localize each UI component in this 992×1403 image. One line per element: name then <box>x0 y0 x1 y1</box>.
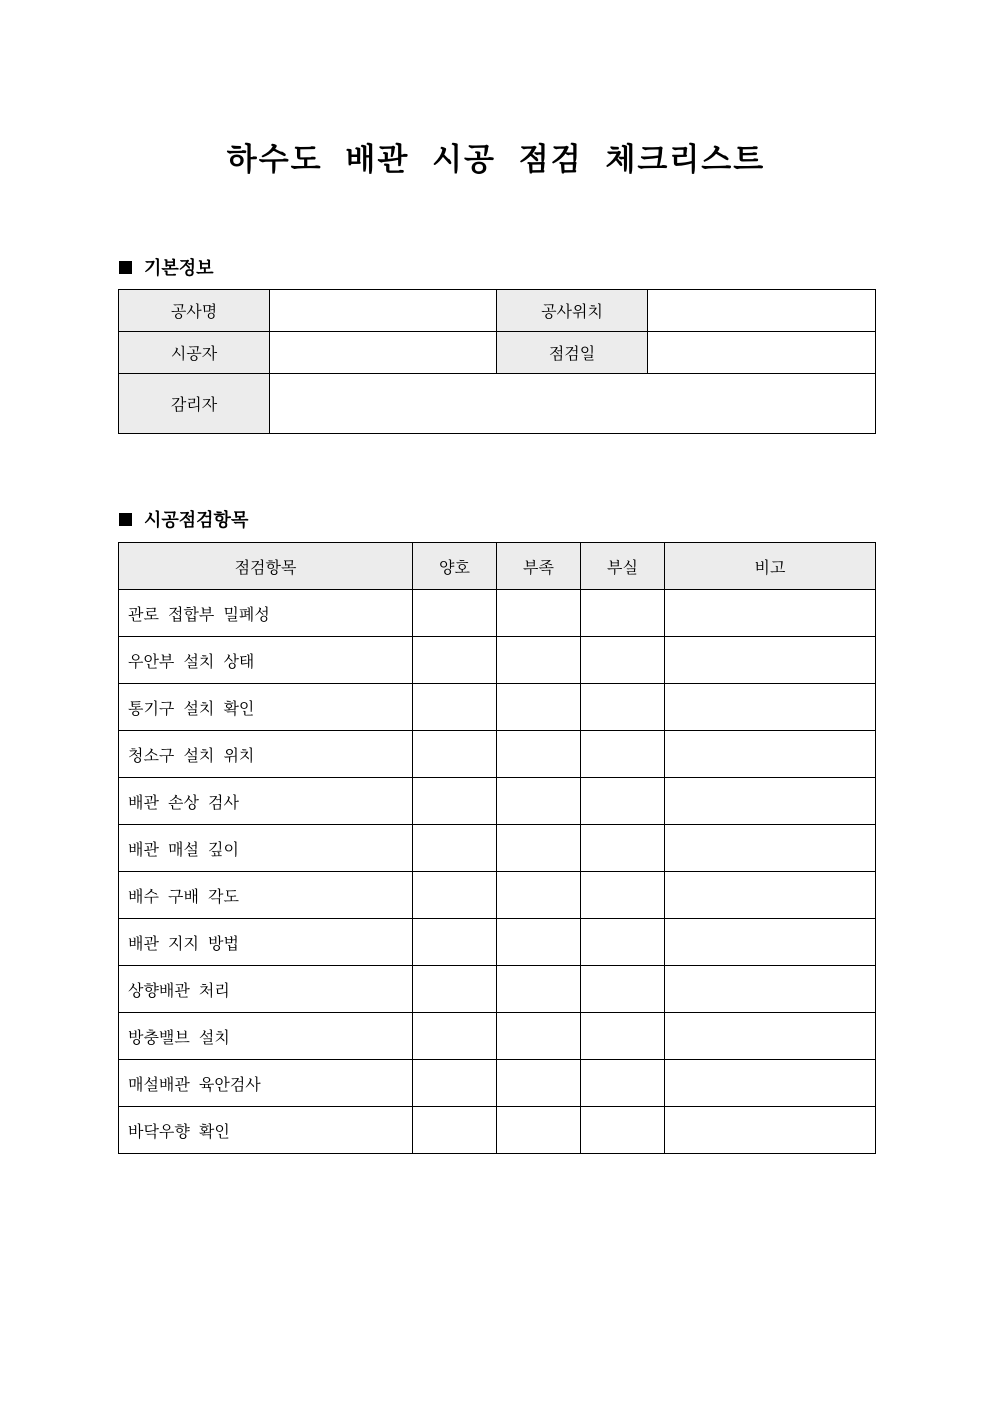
column-header-item: 점검항목 <box>119 543 413 590</box>
info-row <box>119 374 876 434</box>
inspection-date-label: 점검일 <box>497 332 648 374</box>
square-bullet-icon <box>119 261 132 274</box>
remarks-cell[interactable] <box>665 1060 876 1107</box>
checklist-header-row <box>119 543 876 590</box>
good-cell[interactable] <box>413 966 497 1013</box>
remarks-cell[interactable] <box>665 778 876 825</box>
insufficient-cell[interactable] <box>497 590 581 637</box>
poor-cell[interactable] <box>581 1107 665 1154</box>
checklist-heading <box>119 506 248 532</box>
column-header-remarks: 비고 <box>665 543 876 590</box>
checklist-item-label: 배관 지지 방법 <box>119 919 413 966</box>
checklist-item-label: 관로 접합부 밀폐성 <box>119 590 413 637</box>
table-row <box>119 966 876 1013</box>
checklist-item-label: 청소구 설치 위치 <box>119 731 413 778</box>
good-cell[interactable] <box>413 1060 497 1107</box>
checklist-item-label: 상향배관 처리 <box>119 966 413 1013</box>
remarks-cell[interactable] <box>665 966 876 1013</box>
insufficient-cell[interactable] <box>497 825 581 872</box>
poor-cell[interactable] <box>581 731 665 778</box>
insufficient-cell[interactable] <box>497 1107 581 1154</box>
remarks-cell[interactable] <box>665 731 876 778</box>
insufficient-cell[interactable] <box>497 637 581 684</box>
insufficient-cell[interactable] <box>497 872 581 919</box>
poor-cell[interactable] <box>581 778 665 825</box>
column-header-good: 양호 <box>413 543 497 590</box>
insufficient-cell[interactable] <box>497 966 581 1013</box>
good-cell[interactable] <box>413 825 497 872</box>
contractor-field[interactable] <box>270 332 497 374</box>
remarks-cell[interactable] <box>665 637 876 684</box>
table-row <box>119 778 876 825</box>
column-header-poor: 부실 <box>581 543 665 590</box>
good-cell[interactable] <box>413 919 497 966</box>
remarks-cell[interactable] <box>665 825 876 872</box>
poor-cell[interactable] <box>581 919 665 966</box>
info-row <box>119 332 876 374</box>
checklist-item-label: 배관 손상 검사 <box>119 778 413 825</box>
project-name-label: 공사명 <box>119 290 270 332</box>
column-header-insufficient: 부족 <box>497 543 581 590</box>
insufficient-cell[interactable] <box>497 778 581 825</box>
good-cell[interactable] <box>413 778 497 825</box>
checklist-item-label: 매설배관 육안검사 <box>119 1060 413 1107</box>
document-title: 하수도 배관 시공 점검 체크리스트 <box>226 142 766 178</box>
poor-cell[interactable] <box>581 872 665 919</box>
project-location-field[interactable] <box>648 290 876 332</box>
insufficient-cell[interactable] <box>497 1060 581 1107</box>
table-row <box>119 637 876 684</box>
checklist-item-label: 배수 구배 각도 <box>119 872 413 919</box>
good-cell[interactable] <box>413 1107 497 1154</box>
poor-cell[interactable] <box>581 1013 665 1060</box>
poor-cell[interactable] <box>581 590 665 637</box>
poor-cell[interactable] <box>581 825 665 872</box>
insufficient-cell[interactable] <box>497 1013 581 1060</box>
poor-cell[interactable] <box>581 1060 665 1107</box>
table-row <box>119 731 876 778</box>
checklist-item-label: 통기구 설치 확인 <box>119 684 413 731</box>
poor-cell[interactable] <box>581 637 665 684</box>
table-row <box>119 1013 876 1060</box>
square-bullet-icon <box>119 513 132 526</box>
contractor-label: 시공자 <box>119 332 270 374</box>
table-row <box>119 825 876 872</box>
good-cell[interactable] <box>413 590 497 637</box>
poor-cell[interactable] <box>581 966 665 1013</box>
table-row <box>119 1107 876 1154</box>
checklist-item-label: 배관 매설 깊이 <box>119 825 413 872</box>
inspection-date-field[interactable] <box>648 332 876 374</box>
remarks-cell[interactable] <box>665 919 876 966</box>
insufficient-cell[interactable] <box>497 731 581 778</box>
good-cell[interactable] <box>413 637 497 684</box>
checklist-item-label: 우안부 설치 상태 <box>119 637 413 684</box>
poor-cell[interactable] <box>581 684 665 731</box>
good-cell[interactable] <box>413 731 497 778</box>
project-location-label: 공사위치 <box>497 290 648 332</box>
basic-info-table <box>118 289 876 434</box>
remarks-cell[interactable] <box>665 590 876 637</box>
insufficient-cell[interactable] <box>497 684 581 731</box>
insufficient-cell[interactable] <box>497 919 581 966</box>
table-row <box>119 872 876 919</box>
table-row <box>119 590 876 637</box>
remarks-cell[interactable] <box>665 872 876 919</box>
table-row <box>119 1060 876 1107</box>
checklist-item-label: 바닥우향 확인 <box>119 1107 413 1154</box>
good-cell[interactable] <box>413 1013 497 1060</box>
checklist-table <box>118 542 876 1154</box>
info-row <box>119 290 876 332</box>
basic-info-heading <box>119 254 214 280</box>
supervisor-label: 감리자 <box>119 374 270 434</box>
table-row <box>119 919 876 966</box>
remarks-cell[interactable] <box>665 684 876 731</box>
remarks-cell[interactable] <box>665 1107 876 1154</box>
checklist-item-label: 방충밸브 설치 <box>119 1013 413 1060</box>
good-cell[interactable] <box>413 872 497 919</box>
supervisor-field[interactable] <box>270 374 876 434</box>
table-row <box>119 684 876 731</box>
remarks-cell[interactable] <box>665 1013 876 1060</box>
checklist-heading-text: 시공점검항목 <box>144 510 249 531</box>
basic-info-heading-text: 기본정보 <box>144 258 214 279</box>
project-name-field[interactable] <box>270 290 497 332</box>
good-cell[interactable] <box>413 684 497 731</box>
